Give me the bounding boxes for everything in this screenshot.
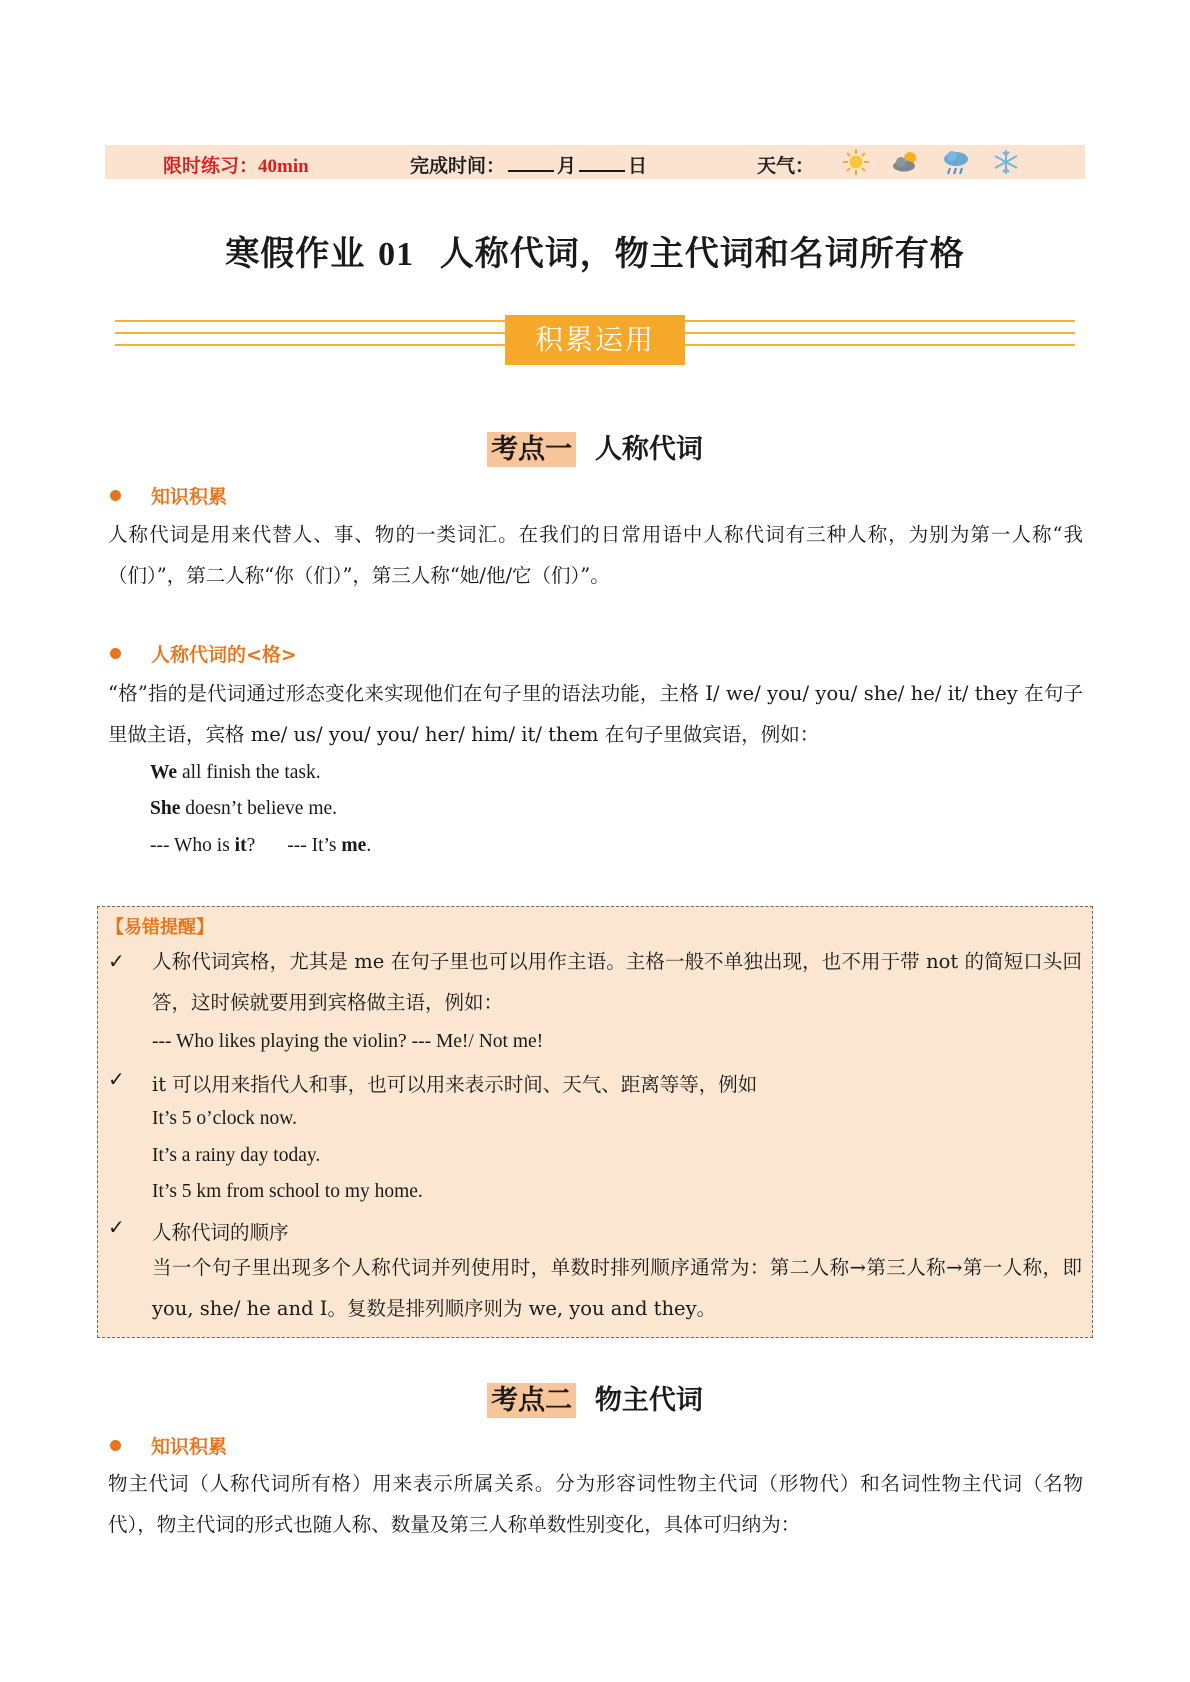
reminder-item-2-example-1: It’s 5 o’clock now. [152,1108,297,1129]
example-2-rest: doesn’t believe me. [180,798,338,819]
reminder-item-3: 人称代词的顺序 [152,1221,289,1244]
cloudy-icon[interactable] [890,147,922,177]
reminder-item-3-text: 当一个句子里出现多个人称代词并列使用时，单数时排列顺序通常为：第二人称→第三人称→第一人称，即 you, she/ he and I。复数是排列顺序则为 we, you and they。 [152,1256,1082,1320]
bullet-heading-knowledge [110,482,227,509]
reminder-title: 【易错提醒】 [106,917,214,938]
time-limit-label: 限时练习： [163,155,259,177]
bullet-icon [110,1440,121,1451]
rain-icon[interactable] [940,147,972,177]
bullet-heading-text: 知识积累 [151,1436,228,1458]
practice-info-bar [105,145,1085,179]
completion-date [410,151,647,178]
example-3-it: it [234,835,247,856]
section-heading-2 [0,1378,1190,1417]
snow-icon[interactable] [990,147,1022,177]
bullet-icon [110,648,121,659]
example-1-subject: We [150,762,178,783]
example-2-subject: She [150,798,181,819]
section-tag-1: 考点一 [487,432,576,467]
section-heading-1 [0,427,1190,466]
example-1 [150,762,321,784]
time-limit [163,151,309,178]
month-label: 月 [557,155,577,177]
paragraph-personal-pronouns: 人称代词是用来代替人、事、物的一类词汇。在我们的日常用语中人称代词有三种人称，为别为第一人称“我（们）”，第二人称“你（们）”，第三人称“她/他/它（们）”。 [108,523,1083,587]
time-limit-value: 40min [258,156,309,177]
example-3-me: me [341,835,367,856]
bullet-heading-text: 知识积累 [151,486,228,508]
completion-label: 完成时间： [410,155,506,177]
check-icon: ✓ [108,1215,125,1239]
section-banner: 积累运用 [505,315,685,365]
title-prefix: 寒假作业 [225,234,366,274]
section-tag-2: 考点二 [487,1383,576,1418]
section-name-2: 物主代词 [594,1385,703,1416]
weather-label: 天气： [757,155,815,177]
section-name-1: 人称代词 [594,434,703,465]
example-3 [150,835,371,857]
sun-icon[interactable] [840,147,872,177]
title-text: 人称代词，物主代词和名词所有格 [439,234,965,274]
title-number: 01 [378,236,415,273]
day-label: 日 [628,155,648,177]
error-reminder-box [97,906,1093,1338]
paragraph-possessive-pronouns: 物主代词（人称代词所有格）用来表示所属关系。分为形容词性物主代词（形物代）和名词性物主代词（名物代），物主代词的形式也随人称、数量及第三人称单数性别变化，具体可归纳为： [108,1472,1083,1536]
day-blank[interactable] [579,154,625,172]
example-1-rest: all finish the task. [177,762,321,783]
reminder-item-1: 人称代词宾格，尤其是 me 在句子里也可以用作主语。主格一般不单独出现，也不用于带 not 的简短口头回答，这时候就要用到宾格做主语，例如： [152,950,1082,1014]
example-3-a: --- It’s [287,835,342,856]
example-3-period: . [366,835,372,856]
example-3-qmark: ? [246,835,256,856]
page-title [0,226,1190,275]
example-2 [150,798,337,820]
reminder-item-1-example: --- Who likes playing the violin? --- Me!/ Not me! [152,1031,544,1052]
bullet-heading-case [110,640,297,667]
reminder-item-2-example-3: It’s 5 km from school to my home. [152,1181,423,1202]
bullet-icon [110,490,121,501]
bullet-heading-knowledge-2 [110,1432,227,1459]
month-blank[interactable] [508,154,554,172]
reminder-item-2: it 可以用来指代人和事，也可以用来表示时间、天气、距离等等，例如 [152,1073,758,1096]
bullet-heading-text: 人称代词的<格> [151,644,297,666]
check-icon: ✓ [108,949,125,973]
paragraph-case: “格”指的是代词通过形态变化来实现他们在句子里的语法功能，主格 I/ we/ you/ you/ she/ he/ it/ they 在句子里做主语，宾格 me/ us/ you/ you/ her/ him/ it/ them 在句子里做宾语，例如： [108,682,1083,746]
example-3-q: --- Who is [150,835,235,856]
check-icon: ✓ [108,1067,125,1091]
reminder-item-2-example-2: It’s a rainy day today. [152,1145,321,1166]
